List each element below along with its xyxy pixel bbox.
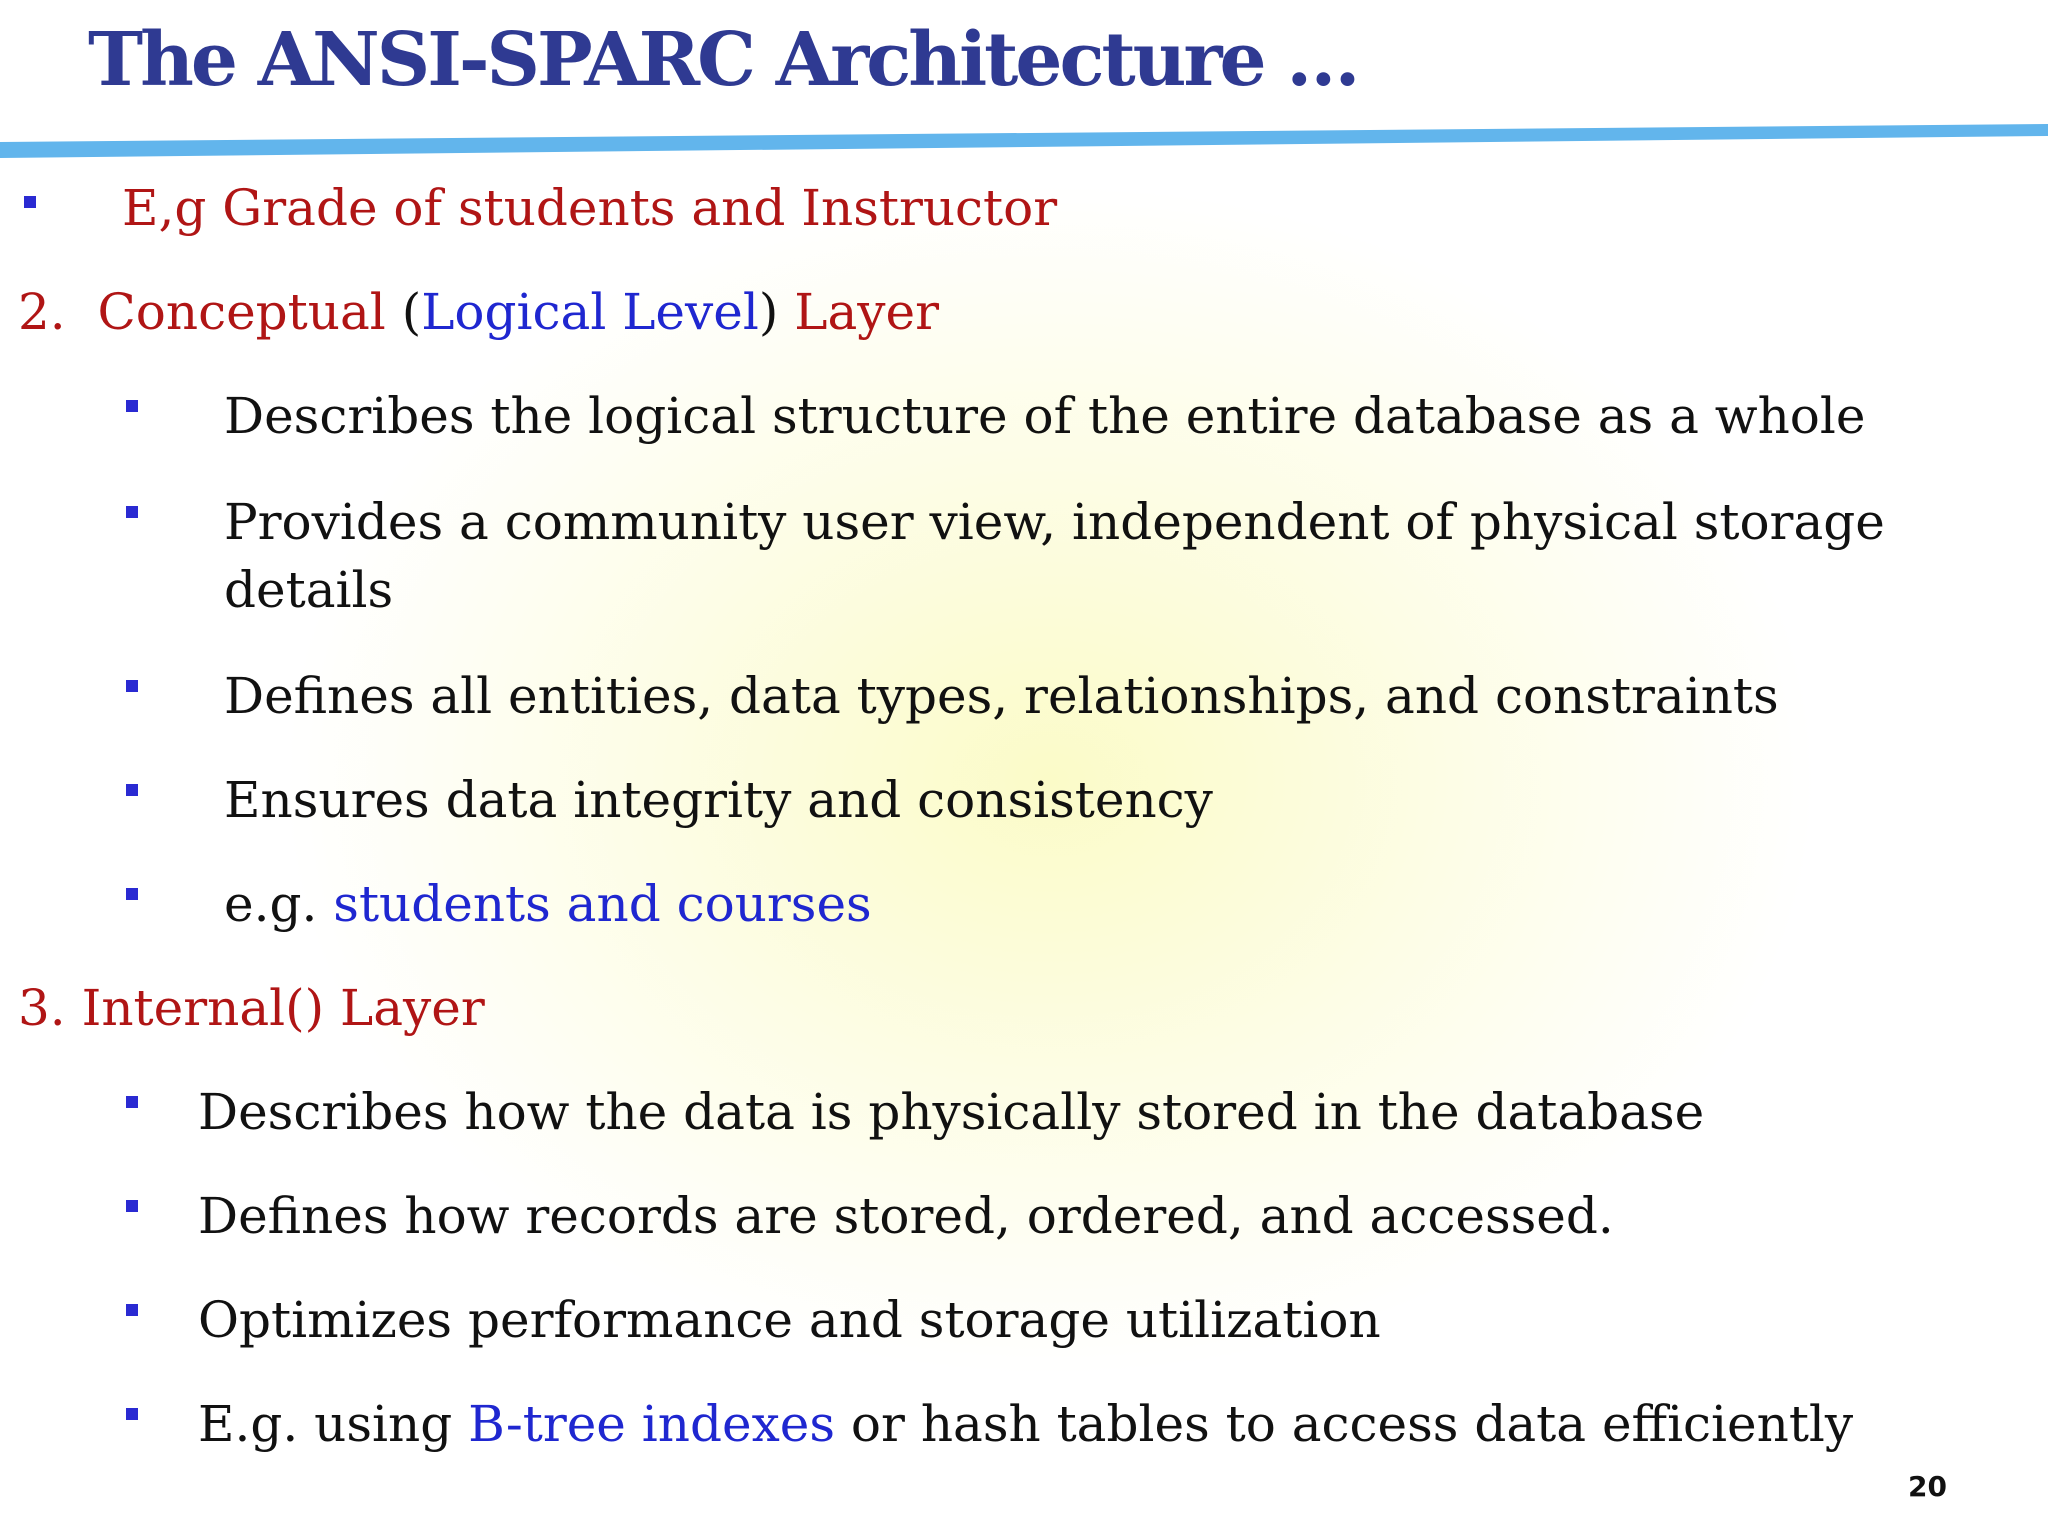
bullet-marker [126, 888, 138, 900]
slide-title: The ANSI-SPARC Architecture … [88, 17, 1358, 103]
section-3-bullet: Optimizes performance and storage utilization [198, 1291, 1381, 1349]
section-2-bullet: Describes the logical structure of the entire database as a whole [224, 387, 1866, 445]
title-underline [0, 112, 2048, 162]
section-2-number: 2. [18, 283, 66, 341]
section-2-bullet-continuation: details [224, 561, 394, 619]
example-prefix: E.g. using [198, 1395, 469, 1453]
section-2-name: Conceptual [97, 283, 386, 341]
section-2-bullet [224, 872, 872, 937]
section-3-bullet: Defines how records are stored, ordered, and accessed. [198, 1187, 1614, 1245]
section-2-bullet: Ensures data integrity and consistency [224, 771, 1213, 829]
page-number: 20 [1908, 1470, 1947, 1503]
bullet-marker [126, 1304, 138, 1316]
example-suffix: or hash tables to access data efficiently [835, 1395, 1854, 1453]
section-2-heading [18, 280, 939, 345]
section-2-suffix: Layer [794, 283, 940, 341]
bullet-marker [126, 784, 138, 796]
bullet-marker [126, 1096, 138, 1108]
section-2-bullet: Defines all entities, data types, relationships, and constraints [224, 667, 1779, 725]
bullet-marker [126, 506, 138, 518]
section-2-paren-inner: Logical Level [421, 283, 759, 341]
bullet-marker [126, 680, 138, 692]
section-3-bullet: Describes how the data is physically stored in the database [198, 1083, 1705, 1141]
section-3-heading: 3. Internal() Layer [18, 979, 485, 1037]
section-2-paren-close: ) [758, 283, 779, 341]
bullet-marker [126, 400, 138, 412]
bullet-marker [126, 1200, 138, 1212]
bullet-marker [126, 1408, 138, 1420]
bullet-marker [24, 196, 36, 208]
example-highlight: students and courses [333, 875, 872, 933]
example-prefix: e.g. [224, 875, 334, 933]
section-2-bullet: Provides a community user view, independent of physical storage [224, 493, 1885, 551]
example-highlight: B-tree indexes [468, 1395, 836, 1453]
section-2-paren-open: ( [401, 283, 422, 341]
top-bullet-text: E,g Grade of students and Instructor [122, 179, 1058, 237]
section-3-bullet [198, 1392, 1853, 1457]
